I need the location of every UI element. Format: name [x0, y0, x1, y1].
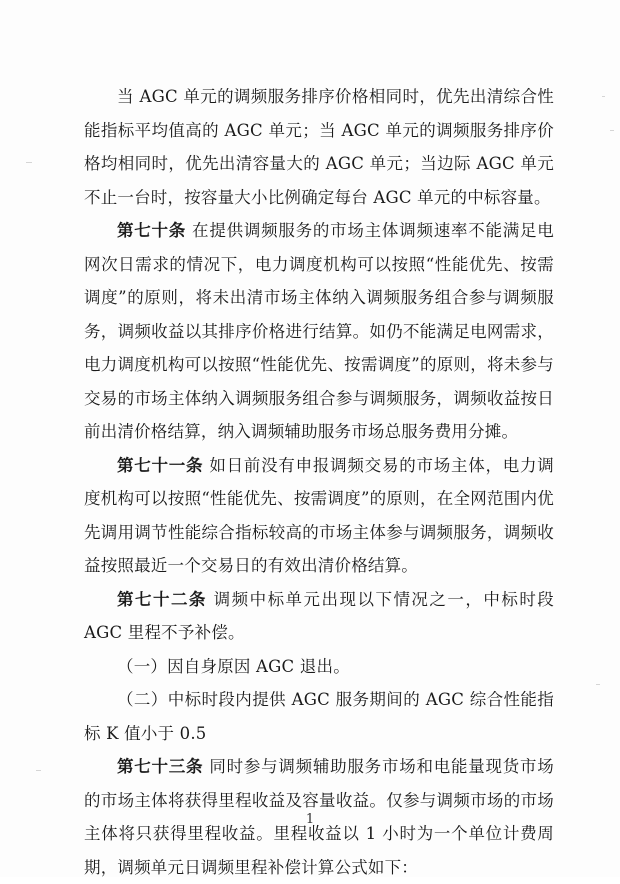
article-number: 第七十条	[117, 221, 187, 240]
scan-mark	[610, 130, 614, 131]
article-number: 第七十一条	[117, 455, 204, 475]
paragraph	[84, 583, 554, 650]
paragraph-text: 如日前没有申报调频交易的市场主体，电力调度机构可以按照“性能优先、按需调度”的原则，在全网范围内优先调用调节性能综合指标较高的市场主体参与调频服务，调频收益按照最近一个交易日的有效出清价格结算。	[84, 455, 554, 575]
paragraph-text: 当 AGC 单元的调频服务排序价格相同时，优先出清综合性能指标平均值高的 AGC 单元；当 AGC 单元的调频服务排序价格均相同时，优先出清容量大的 AGC 单元；当边际 AGC 单元不止一台时，按容量大小比例确定每台 AGC 单元的中标容量。	[84, 87, 554, 207]
scan-mark	[26, 162, 32, 163]
paragraph-text: 在提供调频服务的市场主体调频速率不能满足电网次日需求的情况下，电力调度机构可以按照“性能优先、按需调度”的原则，将未出清市场主体纳入调频服务组合参与调频服务，调频收益以其排序价格进行结算。如仍不能满足电网需求，电力调度机构可以按照“性能优先、按需调度”的原则，将未参与交易的市场主体纳入调频服务组合参与调频服务，调频收益按日前出清价格结算，纳入调频辅助服务市场总服务费用分摊。	[84, 221, 554, 441]
scan-mark	[596, 684, 600, 685]
paragraph-text: 调频中标单元出现以下情况之一，中标时段 AGC 里程不予补偿。	[84, 589, 554, 642]
paragraph	[84, 449, 554, 583]
scan-mark	[36, 770, 41, 771]
scan-mark	[602, 96, 605, 97]
article-number: 第七十三条	[117, 757, 204, 776]
paragraph	[84, 80, 554, 214]
paragraph-text: 同时参与调频辅助服务市场和电能量现货市场的市场主体将获得里程收益及容量收益。仅参与调频市场的市场主体将只获得里程收益。里程收益以 1 小时为一个单位计费周期，调频单元日调频里程补偿计算公式如下：	[84, 757, 554, 877]
document-body	[84, 80, 554, 884]
article-number: 第七十二条	[117, 589, 207, 609]
page-number: 1	[305, 812, 315, 827]
list-item: （一）因自身原因 AGC 退出。	[117, 656, 350, 676]
list-item: （二）中标时段内提供 AGC 服务期间的 AGC 综合性能指标 K 值小于 0.5	[84, 690, 554, 743]
paragraph	[84, 214, 554, 449]
